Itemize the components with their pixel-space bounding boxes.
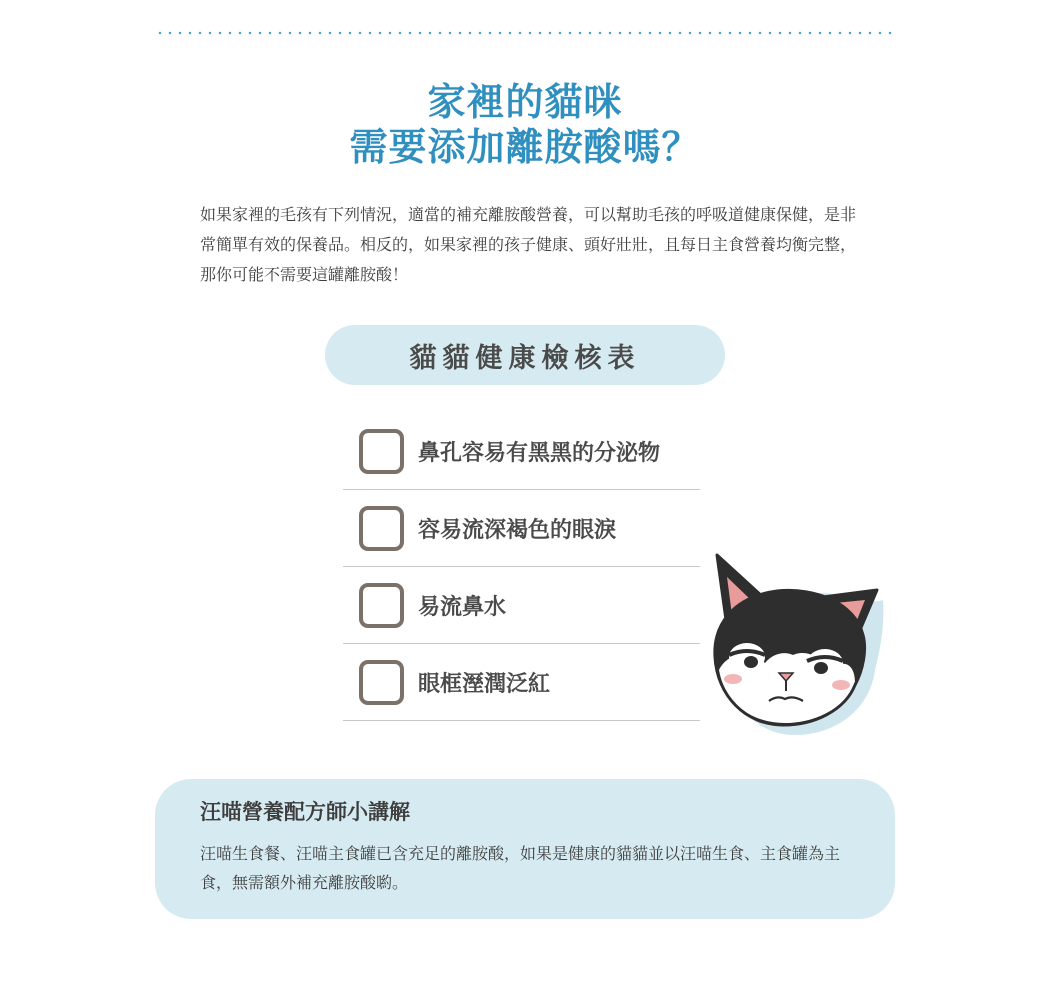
checklist-title: 貓貓健康檢核表 — [409, 342, 641, 374]
title-line-1: 家裡的貓咪 — [427, 80, 623, 124]
checklist-item-label: 眼框溼潤泛紅 — [418, 671, 551, 697]
checklist-item-label: 易流鼻水 — [418, 594, 507, 620]
checklist-item[interactable] — [343, 490, 700, 567]
checklist-item[interactable] — [343, 413, 700, 490]
nutritionist-tip-box — [155, 779, 895, 919]
checkbox[interactable] — [359, 506, 404, 551]
page-title — [0, 80, 1050, 170]
cat-face-illustration — [705, 545, 890, 740]
checkbox[interactable] — [359, 429, 404, 474]
checklist-item-label: 鼻孔容易有黑黑的分泌物 — [418, 440, 661, 466]
tip-body: 汪喵生食餐、汪喵主食罐已含充足的離胺酸，如果是健康的貓貓並以汪喵生食、主食罐為主食，無需額外補充離胺酸喲。 — [200, 844, 841, 892]
dotted-divider — [155, 31, 897, 35]
title-line-2: 需要添加離胺酸嗎？ — [349, 125, 701, 169]
health-checklist — [343, 413, 700, 721]
checklist-title-pill — [325, 325, 725, 385]
tip-title: 汪喵營養配方師小講解 — [200, 800, 410, 824]
checklist-item[interactable] — [343, 567, 700, 644]
checkbox[interactable] — [359, 660, 404, 705]
checkbox[interactable] — [359, 583, 404, 628]
checklist-item-label: 容易流深褐色的眼淚 — [418, 517, 617, 543]
intro-paragraph: 如果家裡的毛孩有下列情況，適當的補充離胺酸營養，可以幫助毛孩的呼吸道健康保健，是非常簡單有效的保養品。相反的，如果家裡的孩子健康、頭好壯壯，且每日主食營養均衡完整，那你可能不需要這罐離胺酸！ — [200, 205, 857, 284]
checklist-item[interactable] — [343, 644, 700, 721]
